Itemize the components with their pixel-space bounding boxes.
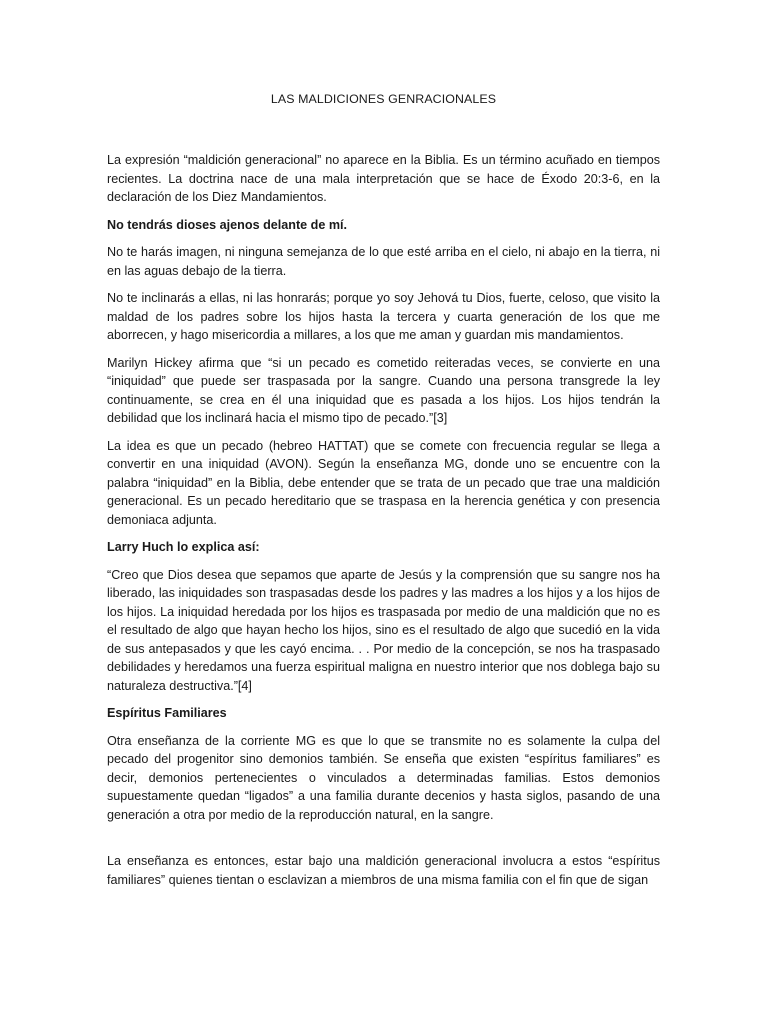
paragraph-images: No te harás imagen, ni ninguna semejanza de lo que esté arriba en el cielo, ni abajo en la tierra, ni en las aguas debajo de la tierra. (107, 245, 660, 278)
document-title: LAS MALDICIONES GENRACIONALES (270, 92, 497, 106)
familiar-spirits-heading: Espíritus Familiares (107, 706, 227, 720)
paragraph-teaching: La enseñanza es entonces, estar bajo una maldición generacional involucra a estos “espíritus familiares” quienes tientan o esclavizan a miembros de una misma familia con el fin que de sigan (107, 854, 660, 887)
huch-heading: Larry Huch lo explica así: (107, 540, 260, 554)
paragraph-huch-quote: “Creo que Dios desea que sepamos que aparte de Jesús y la comprensión que su sangre nos ha liberado, las iniquidades son traspasadas desde los padres y las madres a los hijos y a los hijos de los hijos. La iniquidad heredada por los hijos es traspasada por medio de una maldición que no es el resultado de algo que hayan hecho los hijos, sino es el resultado de algo que sucedió en la vida de sus antepasados y que les cayó encima. . . Por medio de la concepción, se nos ha traspasado debilidades y heredamos una fuerza espiritual maligna en nuestro interior que nos doblega bajo su naturaleza destructiva.”[4] (107, 567, 660, 693)
paragraph-familiar-spirits: Otra enseñanza de la corriente MG es que lo que se transmite no es solamente la culpa del pecado del progenitor sino demonios también. Se enseña que existen “espíritus familiares” es decir, demonios pertenecientes o vinculados a determinadas familias. Estos demonios supuestamente quedan “ligados” a una familia durante decenios y hasta siglos, pasando de una generación a otra por medio de la reproducción natural, en la sangre. (107, 733, 660, 822)
document-page (107, 92, 660, 898)
paragraph-hickey: Marilyn Hickey afirma que “si un pecado es cometido reiteradas veces, se convierte en una “iniquidad” que puede ser traspasada por la sangre. Cuando una persona transgrede la ley continuamente, se crea en él una iniquidad que es pasada a los hijos. Los hijos tendrán la debilidad que los inclinará hacia el mismo tipo de pecado.”[3] (107, 355, 660, 425)
paragraph-intro: La expresión “maldición generacional” no aparece en la Biblia. Es un término acuñado en tiempos recientes. La doctrina nace de una mala interpretación que se hace de Éxodo 20:3-6, en la declaración de los Diez Mandamientos. (107, 153, 660, 204)
paragraph-idea: La idea es que un pecado (hebreo HATTAT) que se comete con frecuencia regular se llega a convertir en una iniquidad (AVON). Según la enseñanza MG, donde uno se encuentre con la palabra “iniquidad” en la Biblia, debe entender que se trata de un pecado que trae una maldición generacional. Es un pecado hereditario que se traspasa en la herencia genética y con presencia demoniaca adjunta. (107, 438, 660, 527)
paragraph-bow: No te inclinarás a ellas, ni las honrarás; porque yo soy Jehová tu Dios, fuerte, celoso, que visito la maldad de los padres sobre los hijos hasta la tercera y cuarta generación de los que me aborrecen, y hago misericordia a millares, a los que me aman y guardan mis mandamientos. (107, 291, 660, 342)
commandment-heading: No tendrás dioses ajenos delante de mí. (107, 217, 348, 232)
